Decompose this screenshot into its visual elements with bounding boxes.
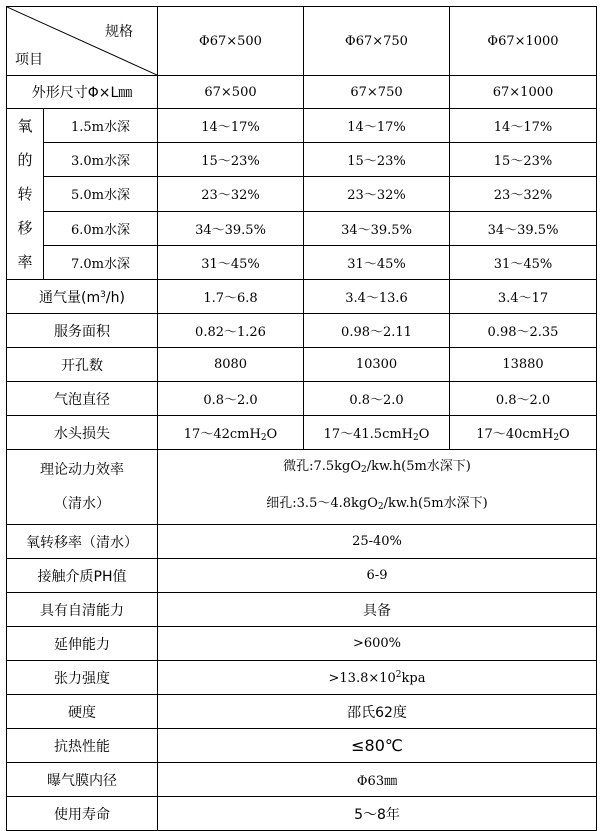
cell-value [158,661,597,695]
cell-value: 13880 [450,348,597,382]
header-row [7,7,597,76]
value-text: 17～40cmH [476,426,554,442]
cell-value: 34～39.5% [158,211,304,245]
row-label: 服务面积 [7,314,158,348]
cell-value: 31～45% [304,245,450,279]
depth-label: 3.0m水深 [44,143,158,177]
cell-value [450,416,597,450]
value-text: >13.8×10 [328,670,396,686]
depth-label: 6.0m水深 [44,211,158,245]
value-text: 微孔:7.5kgO [283,459,362,474]
row-label: 氧转移率（清水） [7,525,158,559]
oxygen-row [7,177,597,211]
cell-value: 8080 [158,348,304,382]
oxygen-row [7,109,597,143]
size-row [7,76,597,109]
value-sup: 2 [395,669,402,680]
cell-value: 5～8年 [158,797,597,831]
cell-value: ≤80℃ [158,729,597,763]
oxygen-row [7,245,597,279]
cell-value: 14～17% [158,109,304,143]
cell-value: 0.8～2.0 [450,382,597,416]
row-label: 曝气膜内径 [7,763,158,797]
cell-value: 具备 [158,593,597,627]
cell-value: 34～39.5% [304,211,450,245]
value-text: O [559,426,570,442]
spec-row [7,695,597,729]
cell-value: 67×1000 [450,76,597,109]
cell-value: 67×500 [158,76,304,109]
cell-value: 0.82～1.26 [158,314,304,348]
spec-row [7,525,597,559]
spec-row [7,797,597,831]
cell-value: 34～39.5% [450,211,597,245]
row-label: 水头损失 [7,416,158,450]
cell-value: 23～32% [450,177,597,211]
cell-value [158,416,304,450]
value-sub: 2 [361,465,367,475]
row-label: 气泡直径 [7,382,158,416]
group-label-char: 转 [17,185,33,203]
headloss-row [7,416,597,450]
row-label: 张力强度 [7,661,158,695]
row-label: 抗热性能 [7,729,158,763]
row-label: 具有自清能力 [7,593,158,627]
oxygen-row [7,143,597,177]
value-text: 17～41.5cmH [323,426,414,442]
row-label: 接触介质PH值 [7,559,158,593]
depth-label: 7.0m水深 [44,245,158,279]
group-label-char: 率 [17,253,33,271]
depth-label: 1.5m水深 [44,109,158,143]
holes-row [7,348,597,382]
cell-value: 0.98～2.11 [304,314,450,348]
value-sub: 2 [260,432,267,443]
value-sub: 2 [413,432,419,443]
cell-value: 23～32% [158,177,304,211]
cell-value: 31～45% [158,245,304,279]
efficiency-line2 [160,487,594,524]
cell-value [304,416,450,450]
row-label: 开孔数 [7,348,158,382]
cell-value: 15～23% [304,143,450,177]
spec-table [6,6,597,831]
oxygen-group-label [7,109,44,280]
cell-value: 邵氏62度 [158,695,597,729]
area-row [7,314,597,348]
efficiency-values [158,450,597,525]
group-label-char: 的 [17,151,33,169]
spec-row [7,627,597,661]
cell-value: 15～23% [450,143,597,177]
row-label [7,450,158,525]
value-text: 细孔:3.5～4.8kgO [266,496,378,511]
flow-label-post: /h) [105,289,125,306]
efficiency-row [7,450,597,525]
corner-bottom-label: 项目 [15,52,43,68]
tensile-row [7,661,597,695]
cell-value: 0.8～2.0 [158,382,304,416]
column-header: Φ67×1000 [450,7,597,76]
row-label [7,280,158,314]
spec-row [7,763,597,797]
flow-label-sup: 3 [100,289,106,300]
cell-value: 3.4～17 [450,280,597,314]
value-text: kpa [401,670,426,686]
value-text: /kw.h(5m水深下) [383,496,488,511]
cell-value: 25-40% [158,525,597,559]
row-label: 延伸能力 [7,627,158,661]
cell-value: Φ63㎜ [158,763,597,797]
value-sub: 2 [377,502,384,512]
efficiency-label-line1: 理论动力效率 [40,462,124,478]
bubble-row [7,382,597,416]
cell-value: 10300 [304,348,450,382]
group-label-char: 移 [17,219,33,237]
spec-row [7,593,597,627]
efficiency-line1 [160,450,594,487]
cell-value: 67×750 [304,76,450,109]
row-label: 硬度 [7,695,158,729]
spec-row [7,559,597,593]
flow-row [7,280,597,314]
spec-row [7,729,597,763]
cell-value: 0.98～2.35 [450,314,597,348]
group-label-char: 氧 [17,117,33,135]
header-corner-cell [7,7,158,76]
value-text: /kw.h(5m水深下) [366,459,471,474]
cell-value: 15～23% [158,143,304,177]
cell-value: 1.7～6.8 [158,280,304,314]
cell-value: 23～32% [304,177,450,211]
column-header: Φ67×750 [304,7,450,76]
cell-value: 14～17% [450,109,597,143]
cell-value: >600% [158,627,597,661]
cell-value: 6-9 [158,559,597,593]
cell-value: 14～17% [304,109,450,143]
value-text: O [266,426,278,442]
value-text: O [418,426,430,442]
efficiency-label-line2: （清水） [54,496,110,512]
depth-label: 5.0m水深 [44,177,158,211]
cell-value: 31～45% [450,245,597,279]
column-header: Φ67×500 [158,7,304,76]
cell-value: 3.4～13.6 [304,280,450,314]
value-text: 17～42cmH [183,426,261,442]
oxygen-row [7,211,597,245]
row-label: 使用寿命 [7,797,158,831]
flow-label-pre: 通气量(m [39,289,101,306]
value-sub: 2 [553,432,560,443]
corner-top-label: 规格 [105,24,133,40]
cell-value: 0.8～2.0 [304,382,450,416]
row-label: 外形尺寸Φ×L㎜ [7,76,158,109]
